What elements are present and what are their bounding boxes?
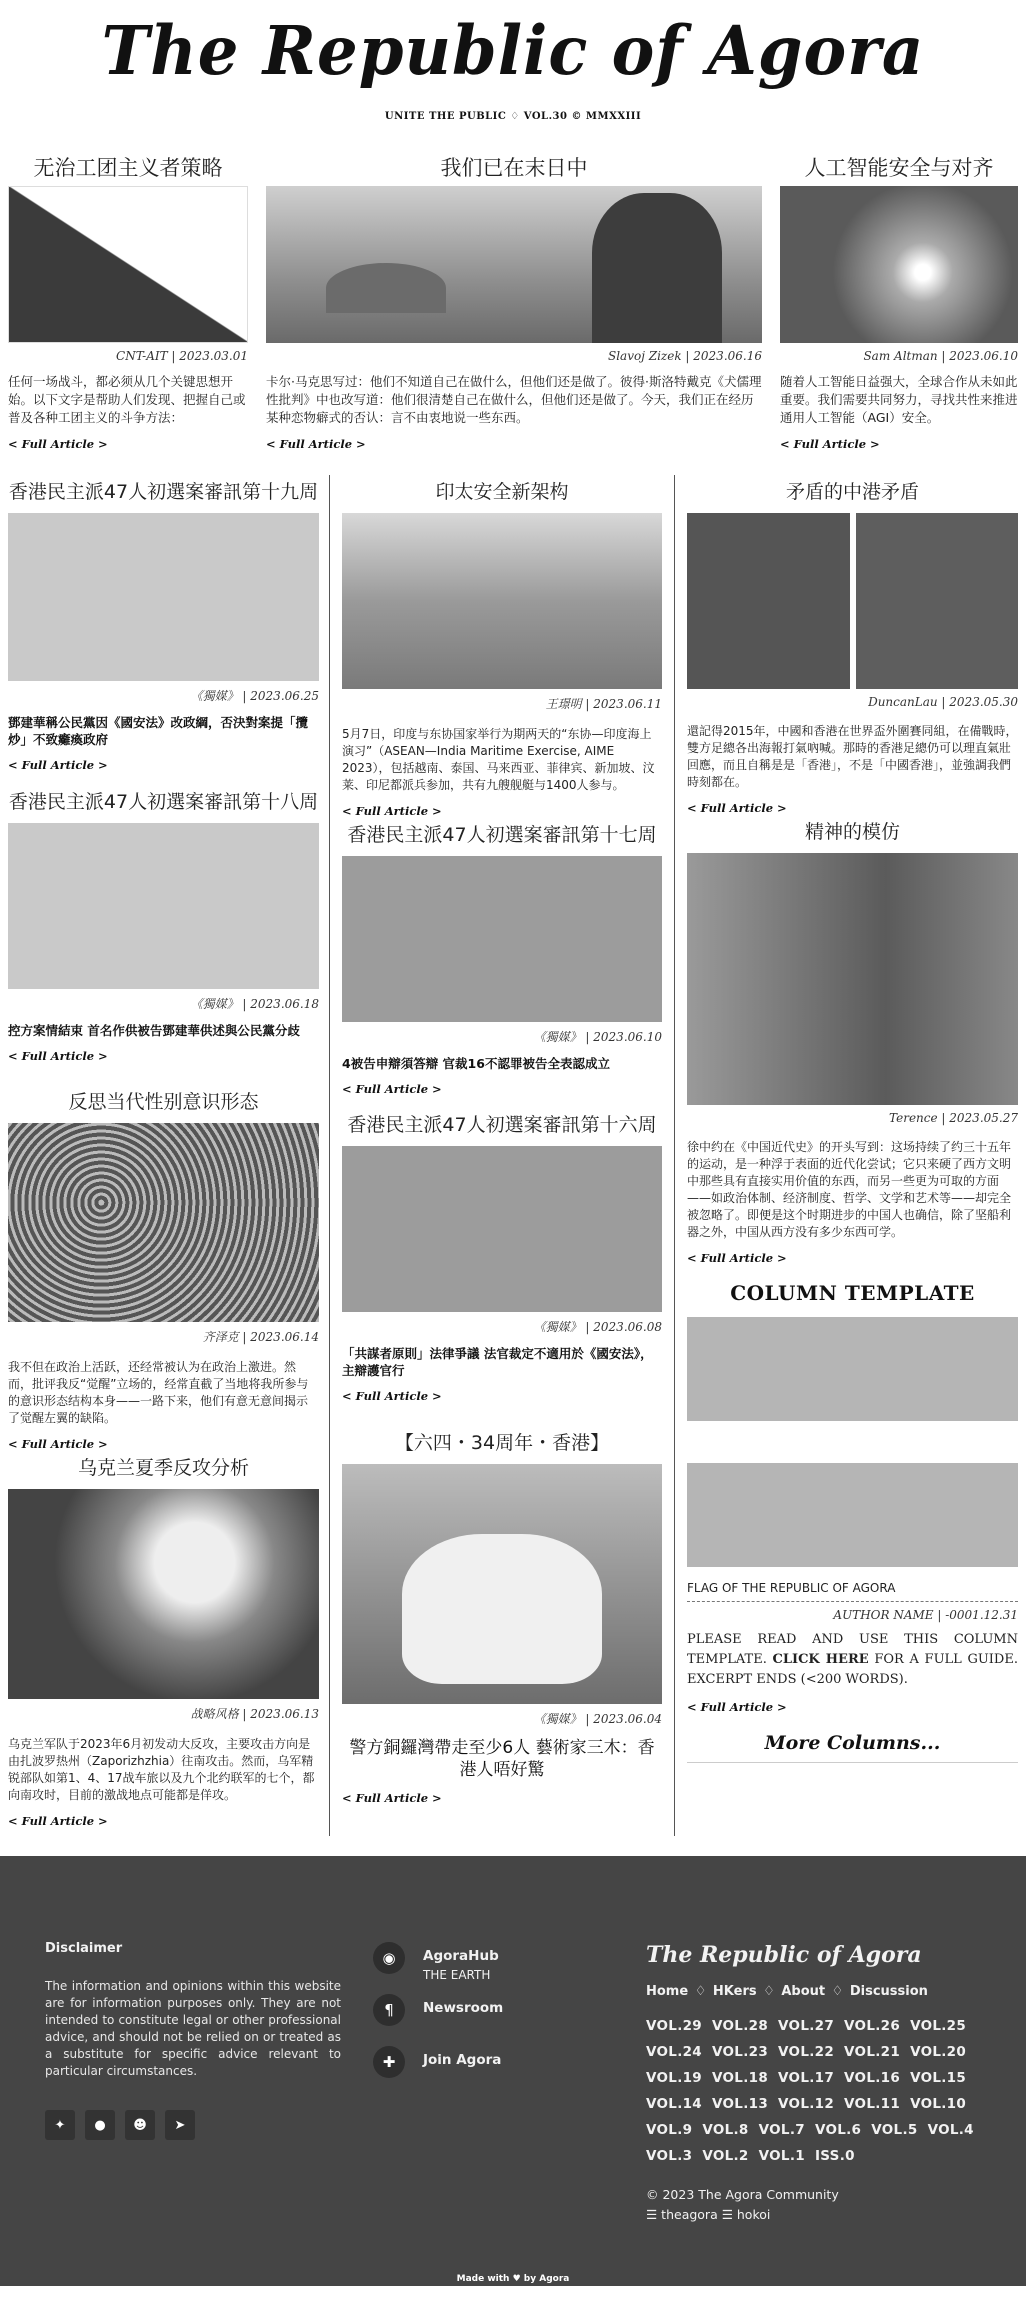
volume-link[interactable]: VOL.10 bbox=[910, 2096, 967, 2112]
article-image bbox=[342, 1464, 662, 1704]
volume-link[interactable]: VOL.17 bbox=[778, 2070, 835, 2086]
full-article-link[interactable]: < Full Article > bbox=[687, 801, 787, 815]
grid-column-1 bbox=[8, 475, 330, 1836]
nav-separator: ♢ bbox=[690, 1984, 711, 1999]
volume-link[interactable]: VOL.24 bbox=[646, 2044, 703, 2060]
footer-link-sub: THE EARTH bbox=[423, 1968, 491, 1982]
article-byline: 王璟明 | 2023.06.11 bbox=[545, 697, 662, 711]
article-excerpt: 還記得2015年，中國和香港在世界盃外圍賽同組，在備戰時，雙方足總各出海報打氣吶喊。那時的香港足總仍可以理直氣壯回應，而且自稱是是「香港」，不是「中國香港」，並強調我們時刻都在。 bbox=[687, 724, 1018, 789]
article-image bbox=[780, 186, 1018, 343]
article-headline: 4被告申辯須答辯 官裁16不認罪被告全表認成立 bbox=[342, 1056, 610, 1071]
footer bbox=[0, 1856, 1026, 2286]
volume-link[interactable]: VOL.29 bbox=[646, 2018, 703, 2034]
disclaimer bbox=[45, 1941, 341, 2140]
article-byline: 《獨媒》 | 2023.06.25 bbox=[190, 689, 319, 703]
full-article-link[interactable]: < Full Article > bbox=[342, 804, 442, 818]
article-excerpt: 随着人工智能日益强大，全球合作从未如此重要。我们需要共同努力，寻找共性来推进通用人工智能（AGI）安全。 bbox=[780, 374, 1018, 425]
volume-link[interactable]: VOL.13 bbox=[712, 2096, 769, 2112]
template-guide-link[interactable]: CLICK HERE bbox=[772, 1652, 869, 1667]
full-article-link[interactable]: < Full Article > bbox=[8, 1049, 108, 1063]
featured-article bbox=[266, 150, 762, 475]
nav-separator: ♢ bbox=[827, 1984, 848, 1999]
volume-link[interactable]: VOL.6 bbox=[814, 2122, 862, 2138]
volume-link[interactable]: VOL.28 bbox=[712, 2018, 769, 2034]
article-grid bbox=[0, 475, 1026, 1836]
template-flag-caption: FLAG OF THE REPUBLIC OF AGORA bbox=[687, 1581, 1018, 1602]
volume-link[interactable]: VOL.4 bbox=[927, 2122, 974, 2138]
made-with-love: Made with ♥ by Agora bbox=[456, 2274, 570, 2284]
article-title[interactable]: 矛盾的中港矛盾 bbox=[785, 481, 919, 503]
article-card bbox=[8, 785, 319, 1085]
article-image bbox=[342, 856, 662, 1022]
grid-column-3 bbox=[675, 475, 1018, 1836]
article-headline: 警方銅鑼灣帶走至少6人 藝術家三木：香港人唔好驚 bbox=[349, 1738, 655, 1780]
puzzle-icon: ✚ bbox=[373, 2046, 405, 2078]
article-excerpt: 任何一场战斗，都必须从几个关键思想开始。以下文字是帮助人们发现、把握自己或普及各种工团主义的斗争方法： bbox=[8, 374, 246, 425]
template-text-after: FOR A FULL GUIDE. EXCERPT ENDS (<200 WORDS). bbox=[687, 1652, 1018, 1687]
full-article-link[interactable]: < Full Article > bbox=[8, 1814, 108, 1828]
article-excerpt: 卡尔·马克思写过：他们不知道自己在做什么，但他们还是做了。彼得·斯洛特戴克《犬儒理性批判》中也改写道：他们很清楚自己在做什么，但他们还是做了。今天，我们正在经历某种恋物癖式的否认：言不由衷地说一些东西。 bbox=[266, 374, 762, 425]
social-links bbox=[45, 2110, 341, 2140]
map-pin-icon: ◉ bbox=[373, 1942, 405, 1974]
footer-main-nav bbox=[646, 1984, 996, 1999]
telegram-icon[interactable]: ➤ bbox=[165, 2110, 195, 2140]
footer-handles[interactable]: ☰ theagora ☰ hokoi bbox=[646, 2207, 771, 2222]
featured-row bbox=[0, 150, 1026, 475]
template-image-top bbox=[687, 1317, 1018, 1421]
article-title[interactable]: 香港民主派47人初選案審訊第十七周 bbox=[347, 824, 657, 846]
nav-discussion[interactable]: Discussion bbox=[849, 1984, 928, 1999]
article-title[interactable]: 香港民主派47人初選案審訊第十八周 bbox=[8, 791, 319, 813]
grid-column-2 bbox=[330, 475, 675, 1836]
template-text-before: PLEASE READ AND USE THIS COLUMN TEMPLATE. bbox=[687, 1632, 1018, 1667]
volume-link[interactable]: VOL.9 bbox=[646, 2122, 693, 2138]
full-article-link[interactable]: < Full Article > bbox=[342, 1082, 442, 1096]
article-title[interactable]: 印太安全新架构 bbox=[435, 481, 569, 503]
article-card bbox=[342, 1426, 662, 1836]
volume-link[interactable]: VOL.25 bbox=[910, 2018, 967, 2034]
nav-separator: ♢ bbox=[758, 1984, 780, 1999]
article-title[interactable]: 人工智能安全与对齐 bbox=[804, 156, 994, 180]
footer-brand[interactable]: The Republic of Agora bbox=[646, 1942, 922, 1968]
article-byline: 《獨媒》 | 2023.06.18 bbox=[190, 997, 319, 1011]
volume-link[interactable]: VOL.21 bbox=[844, 2044, 901, 2060]
twitter-icon[interactable]: ✦ bbox=[45, 2110, 75, 2140]
volume-link[interactable]: VOL.12 bbox=[778, 2096, 835, 2112]
article-excerpt: 徐中约在《中国近代史》的开头写到：这场持续了约三十五年的运动，是一种浮于表面的近代化尝试；它只来硬了西方文明中那些具有直接实用价值的东西，而另一些更为可取的方面——如政治体制、经济制度、哲学、文学和艺术等——却完全被忽略了。即便是这个时期进步的中国人也确信，除了坚船利器之外，中国从西方没有多少东西可学。 bbox=[687, 1140, 1012, 1239]
article-byline: 《獨媒》 | 2023.06.10 bbox=[533, 1030, 662, 1044]
article-title[interactable]: 反思当代性别意识形态 bbox=[68, 1091, 259, 1113]
featured-article bbox=[8, 150, 248, 475]
article-image bbox=[8, 1489, 319, 1699]
template-image-bottom bbox=[687, 1463, 1018, 1567]
volume-link[interactable]: VOL.8 bbox=[702, 2122, 749, 2138]
article-byline: Slavoj Zizek | 2023.06.16 bbox=[607, 349, 762, 363]
article-card bbox=[687, 815, 1018, 1265]
reddit-icon[interactable]: ☻ bbox=[125, 2110, 155, 2140]
article-card bbox=[8, 1451, 319, 1835]
github-icon[interactable]: ● bbox=[85, 2110, 115, 2140]
volume-link[interactable]: VOL.26 bbox=[844, 2018, 901, 2034]
article-title[interactable]: 香港民主派47人初選案審訊第十六周 bbox=[347, 1114, 657, 1136]
footer-link-title[interactable]: AgoraHub bbox=[423, 1948, 499, 1964]
article-excerpt: 乌克兰军队于2023年6月初发动大反攻，主要攻击方向是由扎波罗热州（Zaporizhzhia）往南攻击。然而，乌军精锐部队如第1、4、17战车旅以及九个北约联军的七个，都向南攻时，目前的激战地点可能都是佯攻。 bbox=[8, 1737, 315, 1802]
article-title[interactable]: 乌克兰夏季反攻分析 bbox=[77, 1457, 249, 1479]
article-headline: 「共謀者原則」法律爭議 法官裁定不適用於《國安法》，主辯護官行 bbox=[342, 1346, 653, 1378]
footer-link-title[interactable]: Newsroom bbox=[423, 2000, 504, 2016]
article-byline: 齐泽克 | 2023.06.14 bbox=[202, 1330, 319, 1344]
volume-link[interactable]: VOL.20 bbox=[910, 2044, 967, 2060]
article-byline: Terence | 2023.05.27 bbox=[889, 1111, 1018, 1125]
volume-link[interactable]: VOL.1 bbox=[758, 2148, 805, 2164]
article-excerpt: 我不但在政治上活跃，还经常被认为在政治上激进。然而，批评我反“觉醒”立场的，经常直截了当地将我所参与的意识形态结构本身——一路下来，他们有意无意间揭示了觉醒左翼的缺陷。 bbox=[8, 1360, 309, 1425]
article-card bbox=[342, 818, 662, 1108]
nav-home[interactable]: Home bbox=[646, 1984, 689, 1999]
paragraph-icon: ¶ bbox=[373, 1994, 405, 2026]
article-title[interactable]: 【六四・34周年・香港】 bbox=[394, 1432, 610, 1454]
site-subtitle: UNITE THE PUBLIC ♢ VOL.30 © MMXXIII bbox=[384, 111, 642, 122]
article-image bbox=[266, 186, 762, 343]
article-image bbox=[687, 513, 1018, 689]
article-image bbox=[8, 1123, 319, 1322]
volume-link[interactable]: VOL.14 bbox=[646, 2096, 703, 2112]
copyright bbox=[646, 2185, 996, 2225]
volume-link[interactable]: VOL.5 bbox=[871, 2122, 918, 2138]
nav-hkers[interactable]: HKers bbox=[712, 1984, 757, 1999]
article-image bbox=[342, 1146, 662, 1312]
article-card bbox=[687, 475, 1018, 815]
disclaimer-title: Disclaimer bbox=[45, 1941, 123, 1956]
featured-article bbox=[780, 150, 1018, 475]
article-image bbox=[687, 853, 1018, 1105]
article-byline: 《獨媒》 | 2023.06.04 bbox=[533, 1712, 662, 1726]
article-excerpt: 5月7日，印度与东协国家举行为期两天的“东协—印度海上演习”（ASEAN—India Maritime Exercise, AIME 2023），包括越南、泰国、马来西亚、菲律宾、新加坡、汶莱、印尼都派兵参加，共有九艘舰艇与1400人参与。 bbox=[342, 727, 655, 792]
article-byline: 战略风格 | 2023.06.13 bbox=[190, 1707, 319, 1721]
masthead bbox=[0, 0, 1026, 150]
more-columns-link[interactable]: More Columns... bbox=[687, 1732, 1018, 1763]
full-article-link[interactable]: < Full Article > bbox=[687, 1251, 787, 1265]
article-image bbox=[8, 823, 319, 989]
volume-link[interactable]: VOL.11 bbox=[844, 2096, 901, 2112]
full-article-link[interactable]: < Full Article > bbox=[8, 758, 108, 772]
article-byline: DuncanLau | 2023.05.30 bbox=[868, 695, 1018, 709]
template-byline: AUTHOR NAME | -0001.12.31 bbox=[833, 1608, 1018, 1622]
article-title[interactable]: 我们已在末日中 bbox=[440, 156, 588, 180]
article-image bbox=[8, 186, 248, 343]
volume-link[interactable]: VOL.18 bbox=[712, 2070, 769, 2086]
volume-link[interactable]: VOL.22 bbox=[778, 2044, 835, 2060]
volume-links bbox=[646, 2013, 996, 2169]
article-card bbox=[8, 1085, 319, 1451]
footer-link-title[interactable]: Join Agora bbox=[423, 2052, 502, 2068]
article-title[interactable]: 香港民主派47人初選案審訊第十九周 bbox=[8, 481, 319, 503]
volume-link[interactable]: VOL.16 bbox=[844, 2070, 901, 2086]
article-title[interactable]: 无治工团主义者策略 bbox=[33, 156, 223, 180]
article-image bbox=[8, 513, 319, 681]
full-article-link[interactable]: < Full Article > bbox=[266, 437, 366, 451]
site-title[interactable]: The Republic of Agora bbox=[101, 12, 925, 91]
footer-nav bbox=[646, 1942, 996, 2225]
article-byline: CNT-AIT | 2023.03.01 bbox=[116, 349, 248, 363]
volume-link[interactable]: VOL.27 bbox=[778, 2018, 835, 2034]
volume-link[interactable]: VOL.3 bbox=[646, 2148, 693, 2164]
column-template-card bbox=[687, 1275, 1018, 1763]
article-headline: 鄧建華稱公民黨因《國安法》改政綱，否決對案提「攬炒」不致癱瘓政府 bbox=[8, 715, 309, 747]
volume-link[interactable]: VOL.19 bbox=[646, 2070, 703, 2086]
volume-link[interactable]: VOL.7 bbox=[758, 2122, 805, 2138]
article-card bbox=[8, 475, 319, 785]
full-article-link[interactable]: < Full Article > bbox=[342, 1791, 442, 1805]
footer-link-newsroom[interactable] bbox=[373, 1994, 613, 2046]
volume-link[interactable]: ISS.0 bbox=[814, 2148, 855, 2164]
volume-link[interactable]: VOL.23 bbox=[712, 2044, 769, 2060]
footer-link-agorahub[interactable] bbox=[373, 1942, 613, 1994]
article-card bbox=[342, 475, 662, 818]
full-article-link[interactable]: < Full Article > bbox=[8, 437, 108, 451]
nav-about[interactable]: About bbox=[781, 1984, 826, 1999]
full-article-link[interactable]: < Full Article > bbox=[8, 1437, 108, 1451]
full-article-link[interactable]: < Full Article > bbox=[687, 1700, 787, 1714]
article-card bbox=[342, 1108, 662, 1426]
template-text bbox=[687, 1630, 1018, 1690]
full-article-link[interactable]: < Full Article > bbox=[780, 437, 880, 451]
volume-link[interactable]: VOL.2 bbox=[702, 2148, 749, 2164]
footer-link-join[interactable] bbox=[373, 2046, 613, 2098]
article-image bbox=[342, 513, 662, 689]
article-headline: 控方案情結束 首名作供被告鄧建華供述與公民黨分歧 bbox=[8, 1023, 300, 1038]
article-byline: Sam Altman | 2023.06.10 bbox=[863, 349, 1018, 363]
footer-links bbox=[373, 1942, 613, 2098]
template-title[interactable]: COLUMN TEMPLATE bbox=[730, 1281, 975, 1305]
disclaimer-text: The information and opinions within this website are for information purposes only. They are not intended to constitute legal or other professional advice, and should not be relied on or treated as a substitute for specific advice relevant to particular circumstances. bbox=[45, 1979, 341, 2078]
volume-link[interactable]: VOL.15 bbox=[910, 2070, 967, 2086]
full-article-link[interactable]: < Full Article > bbox=[342, 1389, 442, 1403]
article-byline: 《獨媒》 | 2023.06.08 bbox=[533, 1320, 662, 1334]
copyright-text: © 2023 The Agora Community bbox=[646, 2187, 839, 2202]
article-title[interactable]: 精神的模仿 bbox=[804, 821, 900, 843]
